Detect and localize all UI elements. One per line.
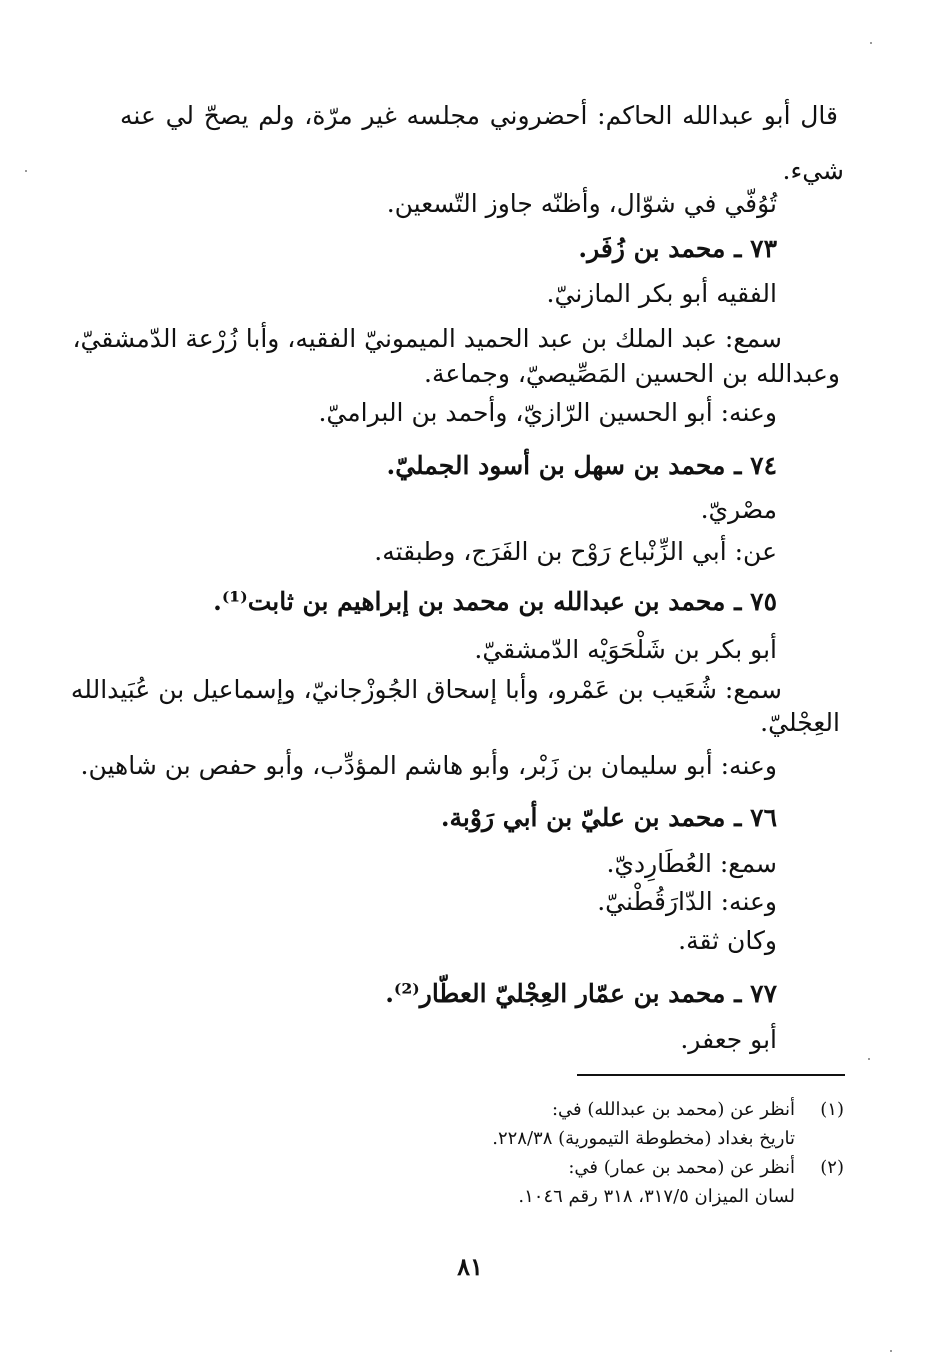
entry-heading-76: ٧٦ ـ محمد بن عليّ بن أبي رَوْبة. (440, 803, 777, 832)
footnote-marker: (٢) (820, 1157, 844, 1178)
scan-speck (868, 1058, 870, 1060)
paragraph-line: سمع: العُطَارِديّ. (606, 849, 777, 878)
paragraph-line: شيء. (782, 156, 844, 185)
paragraph-line: الفقيه أبو بكر المازنيّ. (546, 279, 777, 308)
footnote-line: أنظر عن (محمد بن عبدالله) في: (551, 1099, 795, 1120)
paragraph-line: وكان ثقة. (678, 926, 777, 955)
scan-speck (890, 1350, 892, 1352)
entry-heading-73: ٧٣ ـ محمد بن زُفَر. (578, 234, 777, 263)
paragraph-line: سمع: عبد الملك بن عبد الحميد الميمونيّ الفقيه، وأبا زُرْعة الدّمشقيّ، (72, 324, 782, 353)
paragraph-line: عن: أبي الزِّنْباع رَوْح بن الفَرَج، وطبقته. (374, 537, 777, 566)
scan-speck (870, 42, 872, 44)
paragraph-line: وعنه: الدّارَقُطْنيّ. (597, 887, 777, 916)
scan-speck (25, 170, 27, 172)
paragraph-line: العِجْليّ. (760, 708, 840, 737)
paragraph-line: أبو بكر بن شَلْحَوَيْه الدّمشقيّ. (474, 635, 777, 664)
paragraph-line: تُوُفّي في شوّال، وأظنّه جاوز التّسعين. (386, 189, 777, 218)
paragraph-line: مصْريّ. (700, 495, 777, 524)
paragraph-line: وعبدالله بن الحسين المَصِّيصيّ، وجماعة. (424, 359, 840, 388)
entry-heading-77: ٧٧ ـ محمد بن عمّار العِجْليّ العطّار⁽²⁾. (385, 979, 777, 1008)
footnote-marker: (١) (820, 1099, 844, 1120)
entry-heading-75: ٧٥ ـ محمد بن عبدالله بن محمد بن إبراهيم بن ثابت⁽¹⁾. (213, 587, 777, 616)
page-number: ٨١ (457, 1252, 483, 1281)
paragraph-line: وعنه: أبو الحسين الرّازيّ، وأحمد بن البراميّ. (318, 398, 777, 427)
footnote-line: لسان الميزان ٣١٧/٥، ٣١٨ رقم ١٠٤٦. (518, 1186, 795, 1207)
paragraph-line: سمع: شُعَيب بن عَمْرو، وأبا إسحاق الجُوزْجانيّ، وإسماعيل بن عُبَيدالله (70, 675, 782, 704)
paragraph-line: أبو جعفر. (680, 1025, 777, 1054)
footnote-separator (577, 1074, 845, 1076)
paragraph-line: قال أبو عبدالله الحاكم: أحضروني مجلسه غير مرّة، ولم يصحّ لي عنه (120, 101, 838, 130)
footnote-line: أنظر عن (محمد بن عمار) في: (568, 1157, 795, 1178)
entry-heading-74: ٧٤ ـ محمد بن سهل بن أسود الجمليّ. (386, 451, 777, 480)
paragraph-line: وعنه: أبو سليمان بن زَبْر، وأبو هاشم المؤدِّب، وأبو حفص بن شاهين. (80, 751, 777, 780)
footnote-line: تاريخ بغداد (مخطوطة التيمورية) ٢٢٨/٣٨. (492, 1128, 795, 1149)
